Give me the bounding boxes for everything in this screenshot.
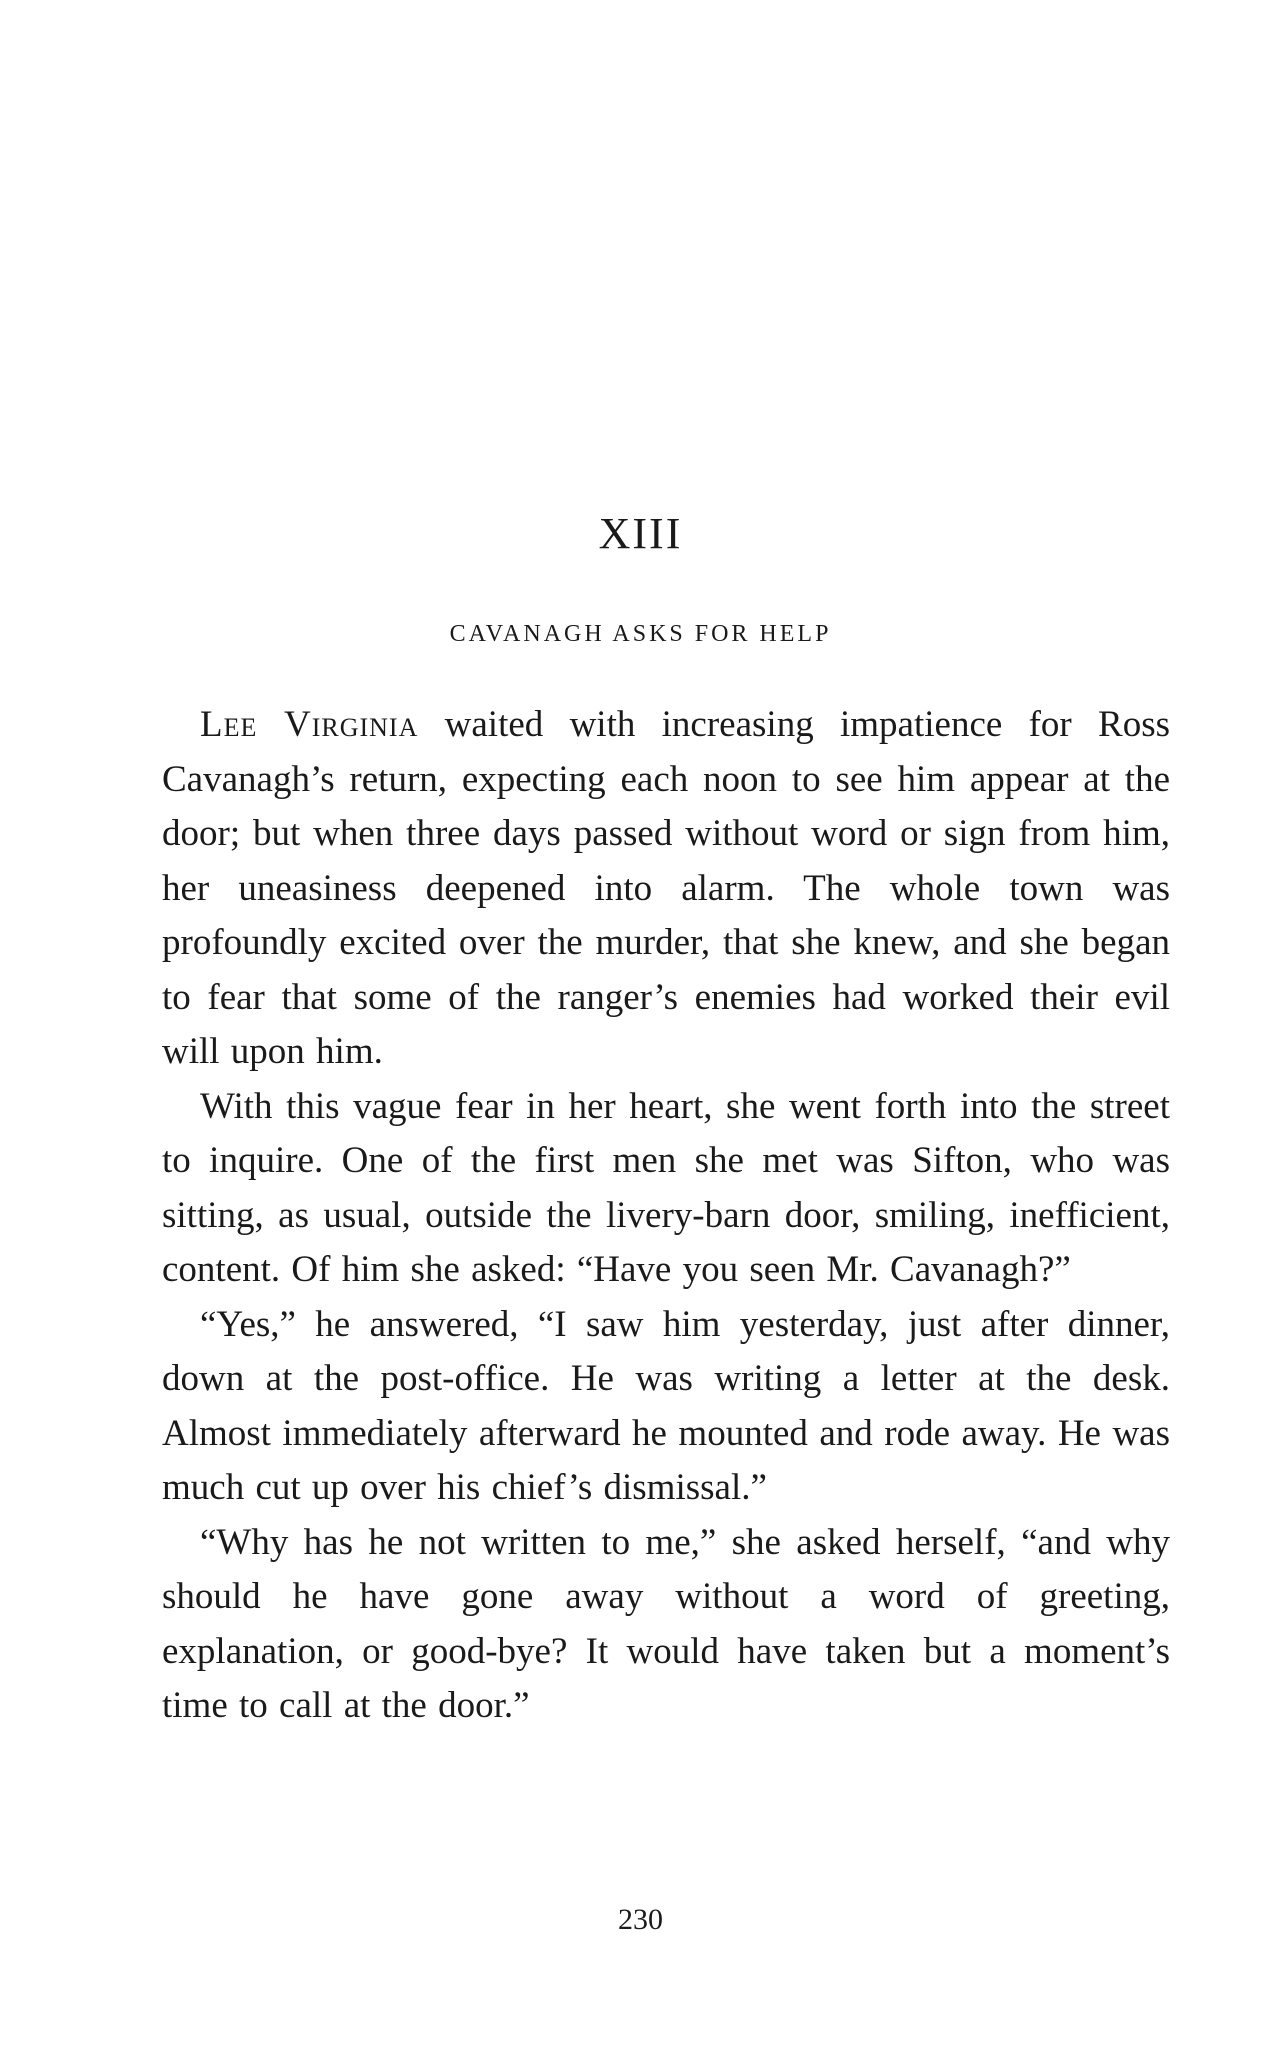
paragraph-3: “Yes,” he answered, “I saw him yesterday, just after dinner, down at the post-office. He was writing a letter at the desk. Almost immediately afterward he mounted and rode away. He was much cut up over his chief’s dismissal.” bbox=[162, 1303, 1170, 1508]
paragraph-4: “Why has he not written to me,” she asked herself, “and why should he have gone away without a word of greeting, explanation, or good-bye? It would have taken but a moment’s time to call at the door.” bbox=[162, 1521, 1170, 1726]
paragraph-lead-small-caps: Lee Virginia bbox=[200, 704, 419, 745]
paragraph-1 bbox=[162, 698, 1170, 1080]
page-number: 230 bbox=[618, 1903, 663, 1936]
chapter-title: CAVANAGH ASKS FOR HELP bbox=[449, 621, 832, 647]
paragraph-2: With this vague fear in her heart, she went forth into the street to inquire. One of the first men she met was Sifton, who was sitting, as usual, outside the livery-barn door, smiling, inefficient, content. Of him she asked: “Have you seen Mr. Cavanagh?” bbox=[162, 1085, 1170, 1290]
paragraph-1-text: waited with increasing impatience for Ross Cavanagh’s return, expecting each noon to see him appear at the door; but when three days passed without word or sign from him, her uneasiness deepened into alarm. The whole town was profoundly excited over the murder, that she knew, and she began to fear that some of the ranger’s enemies had worked their evil will upon him. bbox=[162, 704, 1170, 1072]
chapter-number: XIII bbox=[598, 509, 683, 558]
body-text bbox=[162, 698, 1170, 1734]
